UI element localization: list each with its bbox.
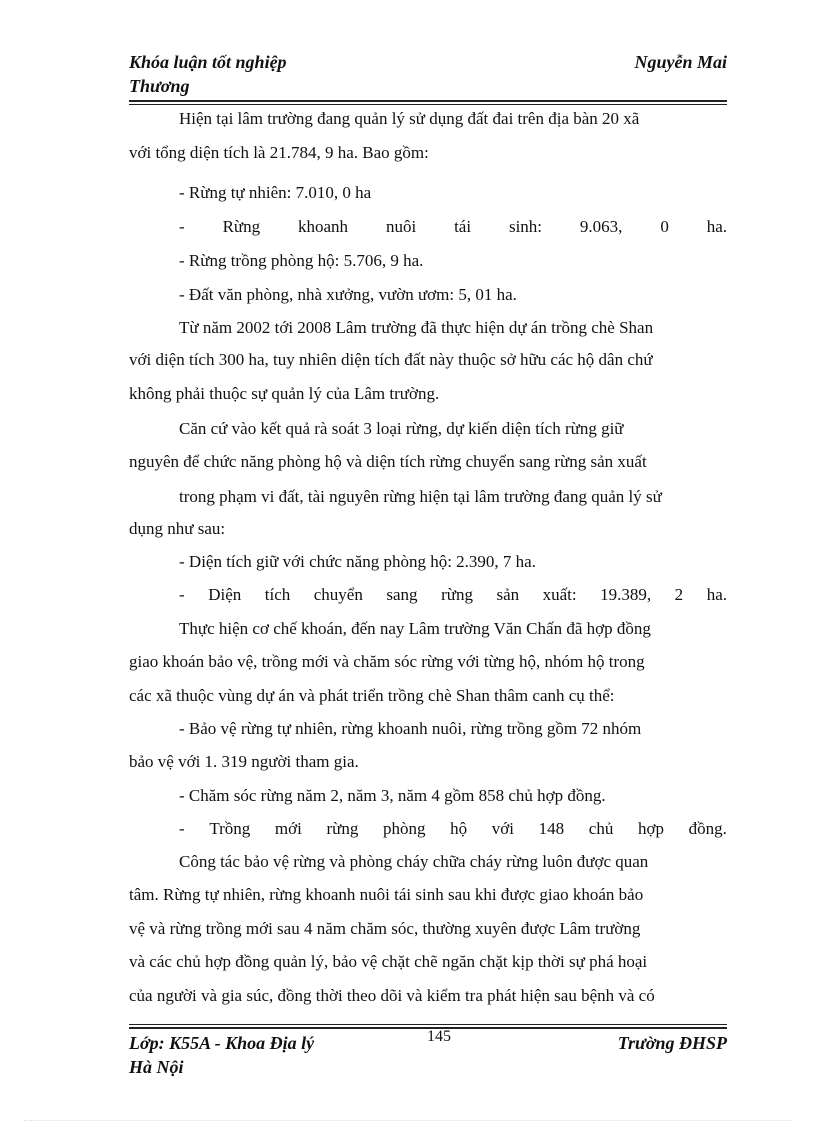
word: sang [386,585,418,604]
word: Rừng [222,217,261,236]
word: Diện [208,585,242,604]
text-line: bảo vệ với 1. 319 người tham gia. [129,752,359,771]
word: hợp [637,819,664,838]
text-line: của người và gia súc, đồng thời theo dõi và kiểm tra phát hiện sau bệnh và có [129,986,655,1005]
header-rule-thin [129,104,727,105]
text-line: các xã thuộc vùng dự án và phát triển trồng chè Shan thâm canh cụ thể: [129,686,615,705]
word: đồng. [688,819,727,838]
bullet-line: - Rừng trồng phòng hộ: 5.706, 9 ha. [179,251,424,270]
justified-line [129,584,727,606]
word: 19.389, [600,585,652,604]
word: 2 [674,585,684,604]
footer-rule-thin [129,1024,727,1025]
word: tái [454,217,472,236]
text-line: không phải thuộc sự quản lý của Lâm trường. [129,384,440,403]
word: rừng [441,585,473,604]
word: phòng [383,819,426,838]
bullet-line: - Đất văn phòng, nhà xưởng, vườn ươm: 5, 01 ha. [179,285,517,304]
text-line: trong phạm vi đất, tài nguyên rừng hiện tại lâm trường đang quản lý sử [179,487,662,506]
footer-class-cont: Hà Nội [129,1057,184,1077]
bullet-line: - Bảo vệ rừng tự nhiên, rừng khoanh nuôi, rừng trồng gồm 72 nhóm [179,719,642,738]
header-title-cont: Thương [129,76,190,96]
word: - [179,217,185,236]
text-line: và các chủ hợp đồng quản lý, bảo vệ chặt chẽ ngăn chặt kịp thời sự phá hoại [129,952,648,971]
word: chuyển [313,585,363,604]
word: rừng [326,819,359,838]
word: khoanh [298,217,349,236]
page-header [129,50,727,100]
justified-line [129,818,727,840]
text-line: dụng như sau: [129,519,226,538]
word: xuất: [542,585,577,604]
header-rule [129,100,727,102]
word: sản [496,585,520,604]
word: ha. [706,585,727,604]
word: 0 [660,217,669,236]
header-author: Nguyễn Mai [634,52,727,72]
word: - [179,819,185,838]
word: mới [274,819,302,838]
footer-class: Lớp: K55A - Khoa Địa lý [129,1033,315,1053]
page-edge-divider [24,1120,792,1121]
text-line: Công tác bảo vệ rừng và phòng cháy chữa cháy rừng luôn được quan [179,852,649,871]
word: chủ [588,819,614,838]
header-title: Khóa luận tốt nghiệp [129,52,287,72]
text-line: Căn cứ vào kết quả rà soát 3 loại rừng, dự kiến diện tích rừng giữ [179,419,624,438]
footer-left [129,1031,314,1079]
text-line: giao khoán bảo vệ, trồng mới và chăm sóc rừng với từng hộ, nhóm hộ trong [129,652,645,671]
header-left [129,50,287,98]
text-line: tâm. Rừng tự nhiên, rừng khoanh nuôi tái sinh sau khi được giao khoán bảo [129,885,644,904]
text-line: với diện tích 300 ha, tuy nhiên diện tích đất này thuộc sở hữu các hộ dân chứ [129,350,653,369]
word: tích [264,585,291,604]
word: - [179,585,185,604]
word: với [491,819,514,838]
word: 9.063, [579,217,623,236]
page-number: 145 [427,1028,451,1045]
word: Trồng [209,819,251,838]
bullet-line: - Chăm sóc rừng năm 2, năm 3, năm 4 gồm 858 chủ hợp đồng. [179,786,606,805]
word: hộ [450,819,468,838]
footer-school: Trường ĐHSP [617,1033,727,1053]
text-line: Hiện tại lâm trường đang quản lý sử dụng đất đai trên địa bàn 20 xã [179,109,640,128]
text-line: vệ và rừng trồng mới sau 4 năm chăm sóc, thường xuyên được Lâm trường [129,919,641,938]
word: nuôi [385,217,417,236]
text-line: với tổng diện tích là 21.784, 9 ha. Bao gồm: [129,143,429,162]
word: sinh: [508,217,543,236]
bullet-line: - Rừng tự nhiên: 7.010, 0 ha [179,183,372,202]
justified-line [129,216,727,238]
text-line: Từ năm 2002 tới 2008 Lâm trường đã thực hiện dự án trồng chè Shan [179,318,654,337]
word: ha. [706,217,727,236]
bullet-line: - Diện tích giữ với chức năng phòng hộ: 2.390, 7 ha. [179,552,536,571]
word: 148 [538,819,565,838]
text-line: nguyên để chức năng phòng hộ và diện tích rừng chuyển sang rừng sản xuất [129,452,647,471]
text-line: Thực hiện cơ chế khoán, đến nay Lâm trường Văn Chấn đã hợp đồng [179,619,651,638]
